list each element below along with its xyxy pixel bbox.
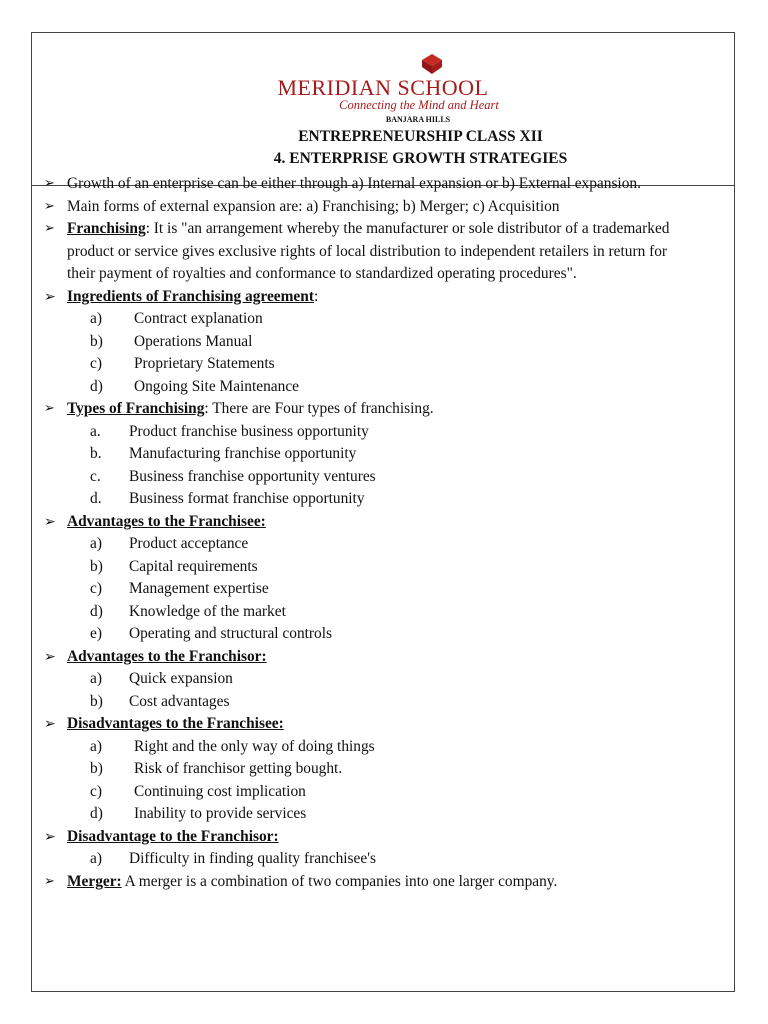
arrow-bullet-icon: ➢ xyxy=(44,401,55,416)
list-item xyxy=(44,601,674,624)
school-logo-icon xyxy=(421,53,443,75)
list-marker: b) xyxy=(90,760,103,777)
list-item xyxy=(44,781,674,804)
list-item xyxy=(44,736,674,759)
adv-franchisor-list xyxy=(44,668,674,713)
list-marker: b) xyxy=(90,692,103,710)
franchising-definition: : It is "an arrangement whereby the manufacturer or sole distributor of a trademarked product or service gives exclusive rights of local distribution to independent retailers in return for their payment of royalties and conformance to standardized operating procedures". xyxy=(67,220,670,282)
class-title: ENTREPRENEURSHIP CLASS XII xyxy=(298,128,543,145)
bullet-types xyxy=(44,398,674,421)
list-marker: a) xyxy=(90,535,102,552)
arrow-bullet-icon: ➢ xyxy=(44,221,55,236)
list-marker: b. xyxy=(90,445,102,462)
adv-franchisee-list xyxy=(44,533,674,646)
ingredients-list xyxy=(44,308,674,398)
list-item-text: Business franchise opportunity ventures xyxy=(129,467,376,485)
bullet-disadv-franchisor xyxy=(44,826,674,849)
types-list xyxy=(44,421,674,511)
list-item xyxy=(44,848,674,871)
types-text: : There are Four types of franchising. xyxy=(204,400,434,417)
merger-heading: Merger: xyxy=(67,872,122,890)
school-tagline: Connecting the Mind and Heart xyxy=(339,98,499,112)
list-item xyxy=(44,376,674,399)
list-item-text: Operations Manual xyxy=(134,332,253,350)
list-marker: a) xyxy=(90,670,102,687)
list-item-text: Manufacturing franchise opportunity xyxy=(129,445,357,462)
list-item xyxy=(44,803,674,826)
list-marker: a) xyxy=(90,737,102,755)
list-item-text: Knowledge of the market xyxy=(129,602,286,620)
list-marker: c) xyxy=(90,782,102,800)
list-item-text: Risk of franchisor getting bought. xyxy=(134,760,343,777)
arrow-bullet-icon: ➢ xyxy=(44,716,56,732)
list-marker: c) xyxy=(90,580,102,597)
list-marker: c) xyxy=(90,355,102,372)
list-marker: d) xyxy=(90,602,103,620)
list-marker: d) xyxy=(90,805,103,822)
list-item-text: Capital requirements xyxy=(129,557,258,575)
types-heading: Types of Franchising xyxy=(67,400,205,417)
arrow-bullet-icon: ➢ xyxy=(44,176,55,191)
bullet-adv-franchisor xyxy=(44,646,674,669)
disadv-franchisor-list xyxy=(44,848,674,871)
list-item-text: Difficulty in finding quality franchisee's xyxy=(129,850,376,867)
growth-text: Growth of an enterprise can be either through a) Internal expansion or b) External expansion. xyxy=(67,175,641,192)
bullet-forms xyxy=(44,196,674,219)
list-item-text: Cost advantages xyxy=(129,692,230,710)
arrow-bullet-icon: ➢ xyxy=(44,828,56,845)
list-item xyxy=(44,578,674,601)
bullet-disadv-franchisee xyxy=(44,713,674,736)
arrow-bullet-icon: ➢ xyxy=(44,198,55,214)
disadv-franchisor-heading: Disadvantage to the Franchisor: xyxy=(67,827,279,845)
forms-text: Main forms of external expansion are: a) Franchising; b) Merger; c) Acquisition xyxy=(67,197,560,215)
adv-franchisor-heading: Advantages to the Franchisor: xyxy=(67,647,267,665)
disadv-franchisee-list xyxy=(44,736,674,826)
list-item xyxy=(44,533,674,556)
list-item-text: Product acceptance xyxy=(129,535,249,552)
arrow-bullet-icon: ➢ xyxy=(44,513,56,530)
list-item-text: Management expertise xyxy=(129,580,269,597)
bullet-growth xyxy=(44,173,674,196)
chapter-title: 4. ENTERPRISE GROWTH STRATEGIES xyxy=(273,150,568,167)
list-item-text: Right and the only way of doing things xyxy=(134,737,375,755)
list-marker: a) xyxy=(90,850,102,867)
list-marker: a) xyxy=(90,310,102,327)
adv-franchisee-heading: Advantages to the Franchisee: xyxy=(67,512,266,530)
list-marker: b) xyxy=(90,332,103,350)
list-item-text: Business format franchise opportunity xyxy=(129,490,365,507)
list-marker: e) xyxy=(90,625,102,642)
bullet-merger xyxy=(44,871,674,894)
list-marker: d. xyxy=(90,490,102,507)
list-item xyxy=(44,623,674,646)
bullet-adv-franchisee xyxy=(44,511,674,534)
list-marker: c. xyxy=(90,467,101,485)
franchising-heading: Franchising xyxy=(67,220,146,237)
list-item xyxy=(44,331,674,354)
school-name: MERIDIAN SCHOOL xyxy=(277,75,489,100)
list-item-text: Ongoing Site Maintenance xyxy=(134,377,299,395)
list-item-text: Product franchise business opportunity xyxy=(129,422,369,440)
list-item xyxy=(44,691,674,714)
list-item xyxy=(44,308,674,331)
document-body xyxy=(44,173,674,893)
list-item xyxy=(44,421,674,444)
list-item xyxy=(44,443,674,466)
merger-text: A merger is a combination of two companies into one larger company. xyxy=(121,872,558,890)
list-marker: a. xyxy=(90,422,101,440)
list-item-text: Contract explanation xyxy=(134,310,263,327)
list-item xyxy=(44,466,674,489)
list-item xyxy=(44,353,674,376)
campus-name: BANJARA HILLS xyxy=(385,115,451,124)
disadv-franchisee-heading: Disadvantages to the Franchisee: xyxy=(67,715,284,732)
arrow-bullet-icon: ➢ xyxy=(44,873,55,889)
arrow-bullet-icon: ➢ xyxy=(44,648,56,665)
list-item-text: Quick expansion xyxy=(129,670,233,687)
list-marker: b) xyxy=(90,557,103,575)
list-item xyxy=(44,758,674,781)
list-item-text: Continuing cost implication xyxy=(134,782,306,800)
document-header xyxy=(32,33,734,186)
list-item-text: Operating and structural controls xyxy=(129,625,333,642)
list-item-text: Proprietary Statements xyxy=(134,355,275,372)
arrow-bullet-icon: ➢ xyxy=(44,288,56,305)
ingredients-heading: Ingredients of Franchising agreement xyxy=(67,287,314,305)
list-item xyxy=(44,556,674,579)
bullet-ingredients xyxy=(44,286,674,309)
list-item xyxy=(44,488,674,511)
list-marker: d) xyxy=(90,377,103,395)
ingredients-suffix: : xyxy=(313,287,319,305)
list-item-text: Inability to provide services xyxy=(134,805,307,822)
list-item xyxy=(44,668,674,691)
bullet-franchising xyxy=(44,218,674,286)
